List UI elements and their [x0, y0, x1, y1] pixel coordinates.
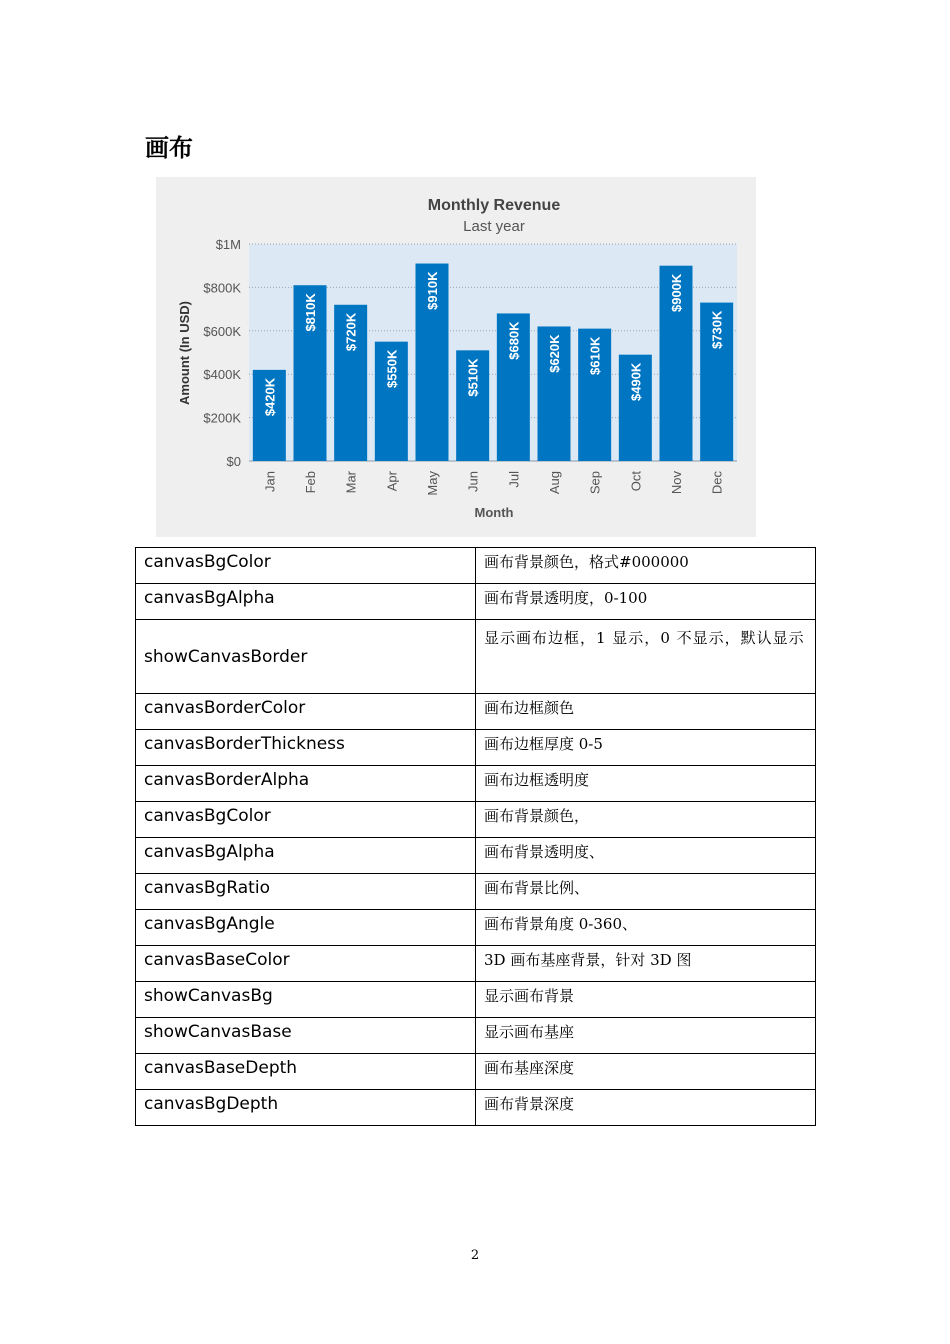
param-name: canvasBgColor — [136, 548, 476, 584]
y-tick-label: $1M — [215, 237, 241, 252]
bar-value-label: $620K — [547, 334, 562, 373]
bar-value-label: $550K — [384, 349, 400, 388]
table-row — [136, 1018, 816, 1054]
bar-value-label: $610K — [587, 336, 603, 375]
x-tick-label: May — [425, 471, 440, 496]
chart-y-axis-label: Amount (In USD) — [177, 301, 192, 405]
param-name: canvasBgAlpha — [136, 838, 476, 874]
chart-x-axis-label: Month — [474, 505, 514, 520]
bar-value-label: $900K — [669, 273, 684, 313]
param-description: 画布背景比例、 — [476, 874, 816, 910]
param-name: canvasBgDepth — [136, 1090, 476, 1126]
table-row — [136, 766, 816, 802]
param-name: showCanvasBorder — [136, 620, 476, 694]
chart-title: Monthly Revenue — [427, 197, 561, 214]
param-name: showCanvasBg — [136, 982, 476, 1018]
param-description: 画布背景角度 0-360、 — [476, 910, 816, 946]
table-row — [136, 946, 816, 982]
y-tick-label: $0 — [226, 454, 241, 469]
param-description: 显示画布基座 — [476, 1018, 816, 1054]
y-tick-label: $600K — [203, 323, 241, 339]
param-description: 画布背景深度 — [476, 1090, 816, 1126]
table-row — [136, 548, 816, 584]
section-title: 画布 — [145, 134, 193, 162]
table-row — [136, 1090, 816, 1126]
x-tick-label: Nov — [669, 471, 684, 495]
bar-value-label: $730K — [709, 310, 725, 349]
table-row — [136, 838, 816, 874]
x-tick-label: Oct — [628, 471, 644, 492]
y-tick-label: $800K — [203, 280, 241, 296]
bar-value-label: $810K — [303, 293, 318, 332]
table-row — [136, 874, 816, 910]
table-row — [136, 802, 816, 838]
table-row — [136, 620, 816, 694]
x-tick-label: Jul — [506, 471, 522, 488]
y-tick-label: $400K — [203, 367, 241, 383]
param-name: canvasBgAlpha — [136, 584, 476, 620]
bar-value-label: $490K — [628, 362, 644, 401]
param-name: canvasBgRatio — [136, 874, 476, 910]
param-description: 画布背景颜色，格式#000000 — [476, 548, 816, 584]
bar-value-label: $420K — [262, 377, 278, 417]
x-tick-label: Jan — [262, 471, 278, 492]
x-tick-label: Feb — [303, 471, 318, 494]
x-tick-label: Mar — [343, 471, 359, 494]
x-tick-label: Dec — [709, 471, 725, 495]
x-tick-label: Apr — [384, 471, 400, 492]
param-name: canvasBorderColor — [136, 694, 476, 730]
param-description: 画布基座深度 — [476, 1054, 816, 1090]
parameter-table — [135, 547, 816, 1126]
x-tick-label: Sep — [587, 471, 603, 495]
param-description: 画布背景颜色， — [476, 802, 816, 838]
param-name: canvasBorderThickness — [136, 730, 476, 766]
x-tick-label: Jun — [465, 471, 481, 492]
table-row — [136, 730, 816, 766]
param-name: showCanvasBase — [136, 1018, 476, 1054]
param-name: canvasBgAngle — [136, 910, 476, 946]
param-description: 显示画布边框，1 显示，0 不显示，默认显示 — [476, 620, 816, 694]
bar-value-label: $680K — [506, 321, 522, 360]
param-description: 显示画布背景 — [476, 982, 816, 1018]
param-description: 画布边框厚度 0-5 — [476, 730, 816, 766]
table-row — [136, 1054, 816, 1090]
table-row — [136, 584, 816, 620]
revenue-chart — [156, 177, 756, 537]
bar-value-label: $910K — [425, 271, 440, 310]
param-description: 画布边框颜色 — [476, 694, 816, 730]
chart-subtitle: Last year — [463, 218, 525, 235]
param-name: canvasBaseColor — [136, 946, 476, 982]
table-row — [136, 694, 816, 730]
page-number: 2 — [470, 1248, 480, 1263]
x-tick-label: Aug — [547, 471, 562, 495]
table-row — [136, 982, 816, 1018]
param-name: canvasBgColor — [136, 802, 476, 838]
table-row — [136, 910, 816, 946]
bar-value-label: $720K — [343, 312, 359, 352]
param-description: 3D 画布基座背景，针对 3D 图 — [476, 946, 816, 982]
y-tick-label: $200K — [203, 410, 241, 426]
param-name: canvasBorderAlpha — [136, 766, 476, 802]
chart-svg — [156, 177, 756, 537]
param-name: canvasBaseDepth — [136, 1054, 476, 1090]
bar-value-label: $510K — [465, 358, 481, 397]
param-description: 画布边框透明度 — [476, 766, 816, 802]
param-description: 画布背景透明度，0-100 — [476, 584, 816, 620]
param-description: 画布背景透明度、 — [476, 838, 816, 874]
